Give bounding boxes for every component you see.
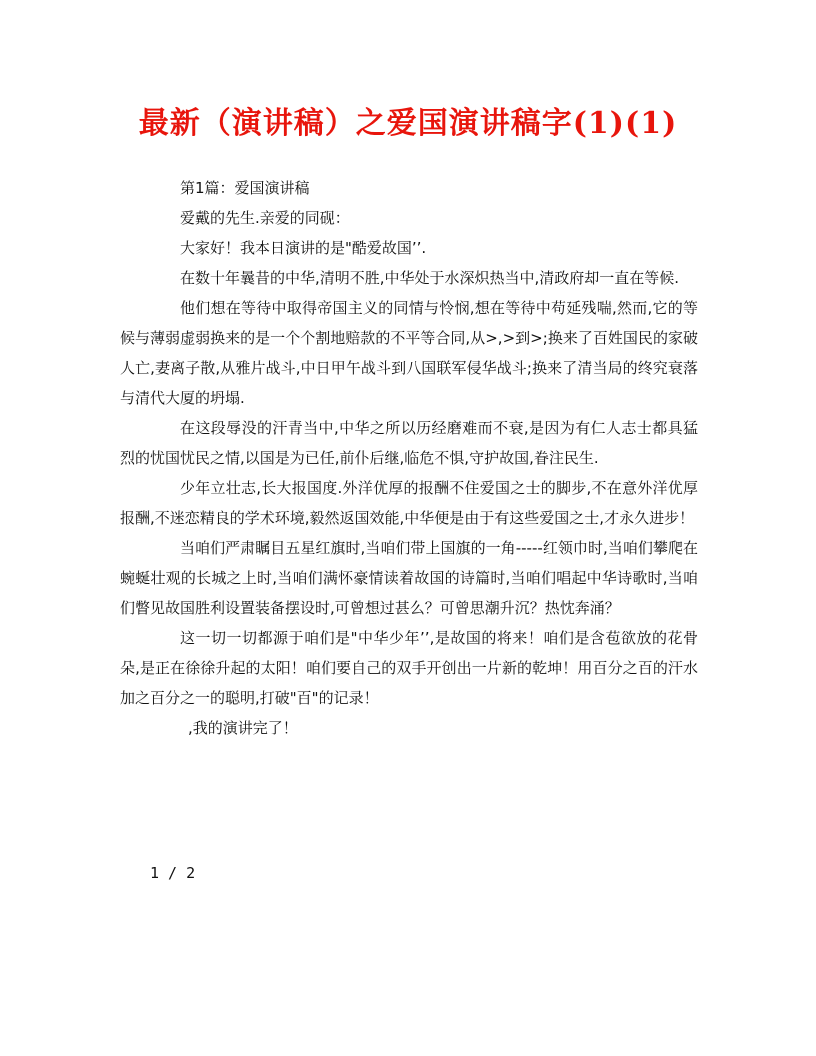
- paragraph: 在数十年曩昔的中华,清明不胜,中华处于水深炽热当中,清政府却一直在等候.: [180, 269, 680, 287]
- paragraph: 他们想在等待中取得帝国主义的同情与怜悯,想在等待中苟延残喘,然而,它的等候与薄弱虚弱换来的是一个个割地赔款的不平等合同,从>,>到>;换来了百姓国民的家破人亡,妻离子散,从雅片战斗,中日甲午战斗到八国联军侵华战斗;换来了清当局的终究衰落与清代大厦的坍塌.: [120, 299, 698, 407]
- paragraph-salutation: 爱戴的先生.亲爱的同砚：: [180, 209, 350, 227]
- paragraph: 少年立壮志,长大报国度.外洋优厚的报酬不住爱国之士的脚步,不在意外洋优厚报酬,不迷恋精良的学术环境,毅然返国效能,中华便是由于有这些爱国之士,才永久进步！: [120, 479, 698, 527]
- paragraph: 在这段辱没的汗青当中,中华之所以历经磨难而不衰,是因为有仁人志士都具猛烈的忧国忧民之情,以国是为已任,前仆后继,临危不惧,守护故国,眷注民生.: [120, 419, 698, 467]
- paragraph: 这一切一切都源于咱们是"中华少年’’,是故国的将来！咱们是含苞欲放的花骨朵,是正在徐徐升起的太阳！咱们要自己的双手开创出一片新的乾坤！用百分之百的汗水加之百分之一的聪明,打破"百"的记录！: [120, 629, 698, 707]
- paragraph-heading: 第1篇：爱国演讲稿: [180, 179, 310, 197]
- paragraph-greeting: 大家好！我本日演讲的是"酷爱故国’’.: [180, 239, 427, 257]
- paragraph-closing: ,我的演讲完了！: [188, 719, 298, 737]
- document-title: 最新（演讲稿）之爱国演讲稿字(1)(1): [138, 106, 678, 141]
- paragraph: 当咱们严肃瞩目五星红旗时,当咱们带上国旗的一角-----红领巾时,当咱们攀爬在蜿蜒壮观的长城之上时,当咱们满怀豪情读着故国的诗篇时,当咱们唱起中华诗歌时,当咱们瞥见故国胜利设置装备摆设时,可曾想过甚么？可曾思潮升沉？热忱奔涌？: [120, 539, 698, 617]
- page-number: 1 / 2: [150, 864, 196, 882]
- document-body: [120, 173, 698, 743]
